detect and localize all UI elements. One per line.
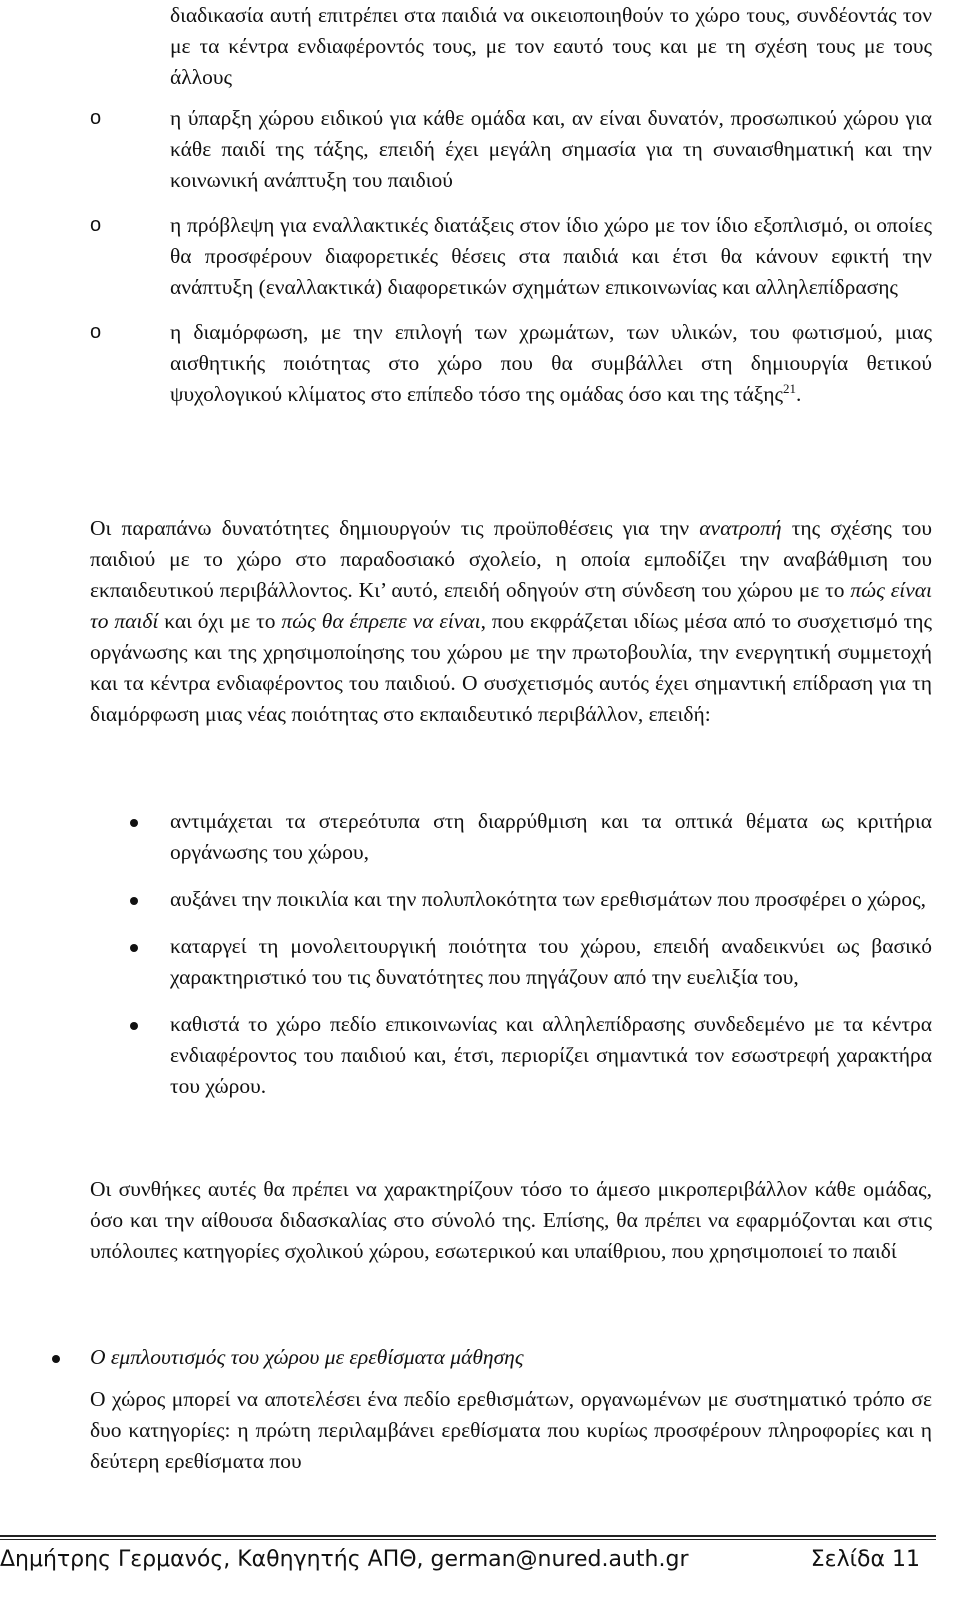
footer-author: Δημήτρης Γερμανός, Καθηγητής ΑΠΘ, german@nured.auth.gr — [0, 1547, 689, 1572]
footnote-ref: 21 — [783, 381, 797, 396]
sub-list-item — [90, 103, 932, 196]
bullet-item — [90, 884, 932, 915]
bullet-list — [90, 806, 932, 1102]
bullet-item — [90, 1009, 932, 1102]
bullet-dot-icon — [130, 944, 138, 952]
emphasis: ανατροπή — [699, 516, 782, 540]
paragraph: Οι συνθήκες αυτές θα πρέπει να χαρακτηρίζουν τόσο το άμεσο μικροπεριβάλλον κάθε ομάδας, όσο και την αίθουσα διδασκαλίας στο σύνολό της. Επίσης, θα πρέπει να εφαρμόζονται και στις υπόλοιπες κατηγορίες σχολικού χώρου, εσωτερικού και υπαίθριου, που χρησιμοποιεί το παιδί — [90, 1177, 932, 1263]
continued-list-text: διαδικασία αυτή επιτρέπει στα παιδιά να οικειοποιηθούν το χώρο τους, συνδέοντάς τον με τα κέντρα ενδιαφέροντός τους, με τον εαυτό τους και με τη σχέση τους με τους άλλους — [170, 3, 932, 89]
circle-bullet-icon: o — [90, 321, 102, 343]
page-footer — [0, 1540, 926, 1580]
emphasis: πώς θα έπρεπε να είναι — [281, 609, 481, 633]
bullet-item-text: καταργεί τη μονολειτουργική ποιότητα του χώρου, επειδή αναδεικνύει ως βασικό χαρακτηριστικό του τις δυνατότητες που πηγάζουν από την ευελιξία του, — [170, 934, 932, 989]
bullet-item-text: αυξάνει την ποικιλία και την πολυπλοκότητα των ερεθισμάτων που προσφέρει ο χώρος, — [170, 887, 926, 911]
bullet-dot-icon — [52, 1355, 60, 1363]
circle-bullet-icon: o — [90, 107, 102, 129]
bullet-dot-icon — [130, 819, 138, 827]
sub-list-item-text: η πρόβλεψη για εναλλακτικές διατάξεις στον ίδιο χώρο με τον ίδιο εξοπλισμό, οι οποίες θα προσφέρουν διαφορετικές θέσεις στα παιδιά και έτσι θα κάνουν εφικτή την ανάπτυξη (εναλλακτικά) διαφορετικών σχημάτων επικοινωνίας και αλληλεπίδρασης — [170, 213, 932, 299]
sub-list-item-text: η διαμόρφωση, με την επιλογή των χρωμάτων, των υλικών, του φωτισμού, μιας αισθητικής ποιότητας στο χώρο που θα συμβάλλει στη δημιουργία θετικού ψυχολογικού κλίματος στο επίπεδο τόσο της ομάδας όσο και της τάξης — [170, 320, 932, 406]
sub-list — [90, 103, 932, 410]
bullet-dot-icon — [130, 1022, 138, 1030]
section-heading: Ο εμπλουτισμός του χώρου με ερεθίσματα μάθησης — [90, 1342, 932, 1373]
sub-list-item: o η διαμόρφωση, με την επιλογή των χρωμάτων, των υλικών, του φωτισμού, μιας αισθητικής ποιότητας στο χώρο που θα συμβάλλει στη δημιουργία θετικού ψυχολογικού κλίματος στο επίπεδο τόσο της ομάδας όσο και της τάξης$^{21}$. — [90, 317, 932, 410]
bullet-item-text: αντιμάχεται τα στερεότυπα στη διαρρύθμιση και τα οπτικά θέματα ως κριτήρια οργάνωσης του χώρου, — [170, 809, 932, 864]
emphasis: πώς είναι το παιδί — [90, 578, 932, 633]
paragraph: Ο χώρος μπορεί να αποτελέσει ένα πεδίο ερεθισμάτων, οργανωμένων με συστηματικό τρόπο σε δυο κατηγορίες: η πρώτη περιλαμβάνει ερεθίσματα που κυρίως προσφέρουν πληροφορίες και η δεύτερη ερεθίσματα που — [90, 1387, 932, 1473]
footer-rule — [0, 1535, 936, 1537]
bullet-dot-icon — [130, 897, 138, 905]
bullet-item-text: καθιστά το χώρο πεδίο επικοινωνίας και αλληλεπίδρασης συνδεδεμένο με τα κέντρα ενδιαφέροντος του παιδιού και, έτσι, περιορίζει σημαντικά τον εσωστρεφή χαρακτήρα του χώρου. — [170, 1012, 932, 1098]
sub-list-item — [90, 210, 932, 303]
bullet-item — [90, 931, 932, 993]
bullet-item — [90, 806, 932, 868]
page-number: Σελίδα 11 — [810, 1547, 920, 1572]
paragraph: Οι παραπάνω δυνατότητες δημιουργούν τις προϋποθέσεις για την ανατροπή της σχέσης του παιδιού με το χώρο στο παραδοσιακό σχολείο, η οποία εμποδίζει την αναβάθμιση του εκπαιδευτικού περιβάλλοντος. Κι’ αυτό, επειδή οδηγούν στη σύνδεση του χώρου με το πώς είναι το παιδί και όχι με το πώς θα έπρεπε να είναι, που εκφράζεται ιδίως μέσα από το συσχετισμό της οργάνωσης και της χρησιμοποίησης του χώρου με την πρωτοβουλία, την ενεργητική συμμετοχή και τα κέντρα ενδιαφέροντος του παιδιού. Ο συσχετισμός αυτός έχει σημαντική επίδραση για τη διαμόρφωση μιας νέας ποιότητας στο εκπαιδευτικό περιβάλλον, επειδή: — [90, 516, 933, 726]
sub-list-item-text: η ύπαρξη χώρου ειδικού για κάθε ομάδα και, αν είναι δυνατόν, προσωπικού χώρου για κάθε παιδί της τάξης, επειδή έχει μεγάλη σημασία για τη συναισθηματική και την κοινωνική ανάπτυξη του παιδιού — [170, 106, 932, 192]
circle-bullet-icon: o — [90, 214, 102, 236]
